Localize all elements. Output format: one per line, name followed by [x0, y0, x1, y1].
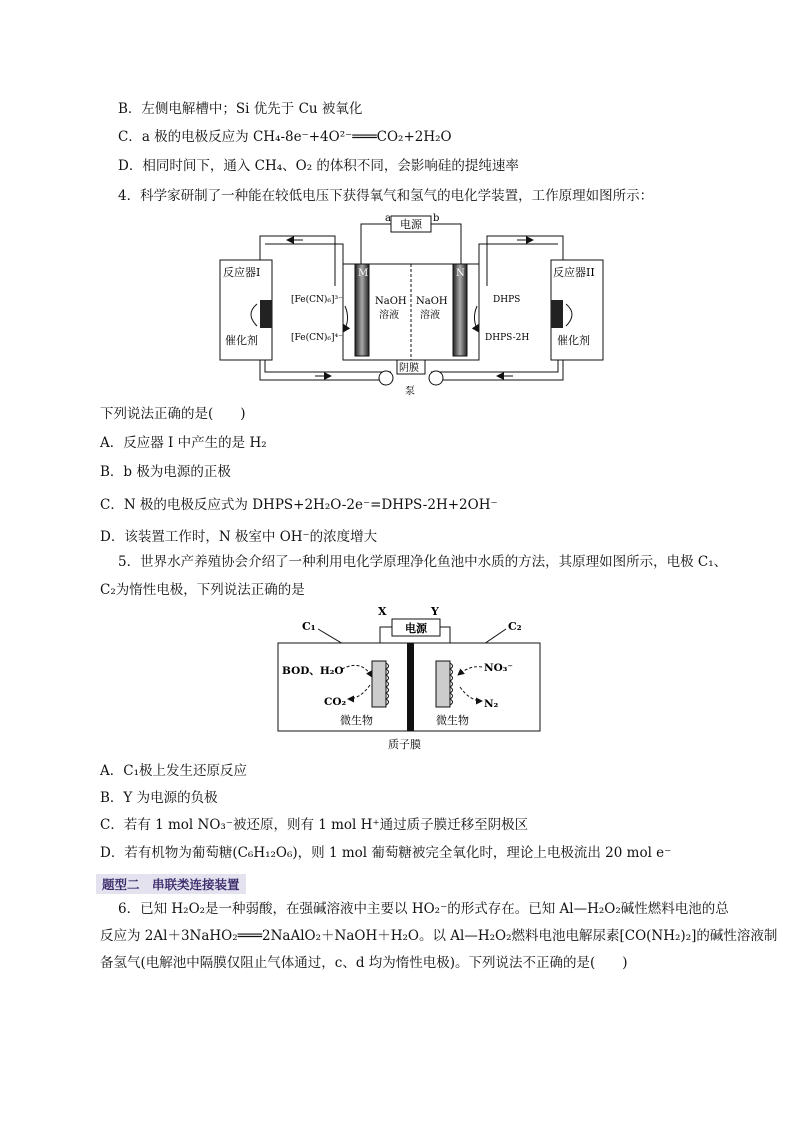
membrane-label-2: 质子膜 — [388, 738, 421, 751]
c2-label: C₂ — [508, 620, 522, 633]
bod-label: BOD、H₂O — [282, 665, 344, 677]
electrode-c2 — [436, 661, 450, 707]
q3-option-b: B．左侧电解槽中；Si 优先于 Cu 被氧化 — [118, 101, 363, 117]
microbe-right: 微生物 — [436, 714, 469, 727]
terminal-x: X — [378, 605, 387, 618]
dhps-label: DHPS — [493, 295, 521, 305]
q4-electrolysis-figure — [215, 210, 610, 400]
q5-option-d: D．若有机物为葡萄糖(C₆H₁₂O₆)，则 1 mol 葡萄糖被完全氧化时，理论上电极流出 20 mol e⁻ — [100, 845, 672, 861]
q5-option-b: B．Y 为电源的负极 — [100, 790, 218, 806]
reactor-2-label: 反应器II — [553, 266, 595, 279]
n2-label: N₂ — [484, 698, 499, 710]
q3-option-d: D．相同时间下，通入 CH₄、O₂ 的体积不同，会影响硅的提纯速率 — [118, 158, 519, 174]
terminal-a: a — [385, 213, 391, 224]
q4-question: 下列说法正确的是( ) — [100, 406, 246, 422]
solution-left: 溶液 — [379, 310, 399, 321]
proton-membrane — [407, 643, 414, 731]
q5-fishpond-figure — [270, 603, 550, 753]
q6-line2: 反应为 2Al＋3NaHO₂═══2NaAlO₂＋NaOH＋H₂O。以 Al—H₂O₂燃料电池电解尿素[CO(NH₂)₂]的碱性溶液制 — [100, 928, 778, 944]
q5-stem-line1: 5．世界水产养殖协会介绍了一种利用电化学原理净化鱼池中水质的方法，其原理如图所示，电极 C₁、 — [118, 554, 728, 570]
terminal-b: b — [433, 213, 440, 224]
q4-option-c: C．N 极的电极反应式为 DHPS+2H₂O-2e⁻=DHPS-2H+2OH⁻ — [100, 497, 498, 513]
q5-stem-line2: C₂为惰性电极，下列说法正确的是 — [100, 582, 305, 598]
q5-option-c: C．若有 1 mol NO₃⁻被还原，则有 1 mol H⁺通过质子膜迁移至阴极区 — [100, 817, 529, 833]
pump-label: 泵 — [405, 386, 415, 397]
naoh-left: NaOH — [375, 296, 407, 307]
reactor-1-label: 反应器I — [223, 266, 261, 279]
c1-label: C₁ — [302, 620, 316, 633]
power-label-2: 电源 — [405, 622, 427, 635]
naoh-right: NaOH — [416, 296, 448, 307]
pump-right — [429, 371, 443, 385]
fe3-label: [Fe(CN)₆]³⁻ — [291, 295, 343, 305]
co2-label: CO₂ — [324, 696, 347, 708]
q4-stem: 4．科学家研制了一种能在较低电压下获得氧气和氢气的电化学装置，工作原理如图所示： — [118, 188, 654, 204]
electrode-m-label: M — [358, 268, 369, 279]
no3-label: NO₃⁻ — [484, 662, 513, 674]
power-label: 电源 — [400, 218, 422, 231]
q4-option-b: B．b 极为电源的正极 — [100, 464, 231, 480]
pump-left — [379, 371, 393, 385]
electrode-c1 — [372, 661, 386, 707]
catalyst-2-label: 催化剂 — [557, 334, 590, 347]
electrode-n-label: N — [456, 268, 465, 279]
q5-option-a: A．C₁极上发生还原反应 — [100, 763, 247, 779]
q6-line1: 6．已知 H₂O₂是一种弱酸，在强碱溶液中主要以 HO₂⁻的形式存在。已知 Al—H₂O₂碱性燃料电池的总 — [118, 901, 729, 917]
dhps2h-label: DHPS-2H — [485, 333, 530, 343]
solution-right: 溶液 — [420, 310, 440, 321]
microbe-left: 微生物 — [340, 714, 373, 727]
fe4-label: [Fe(CN)₆]⁴⁻ — [291, 333, 343, 343]
q4-option-a: A．反应器 I 中产生的是 H₂ — [100, 435, 267, 451]
q6-line3: 备氢气(电解池中隔膜仅阻止气体通过，c、d 均为惰性电极)。下列说法不正确的是( ) — [100, 955, 628, 971]
catalyst-1-label: 催化剂 — [225, 334, 258, 347]
q3-option-c: C．a 极的电极反应为 CH₄-8e⁻+4O²⁻═══CO₂+2H₂O — [118, 129, 452, 145]
terminal-y: Y — [431, 605, 439, 618]
membrane-label: 阴膜 — [399, 363, 419, 374]
q4-option-d: D．该装置工作时，N 极室中 OH⁻的浓度增大 — [100, 529, 378, 545]
section-heading: 题型二 串联类连接装置 — [96, 874, 246, 894]
